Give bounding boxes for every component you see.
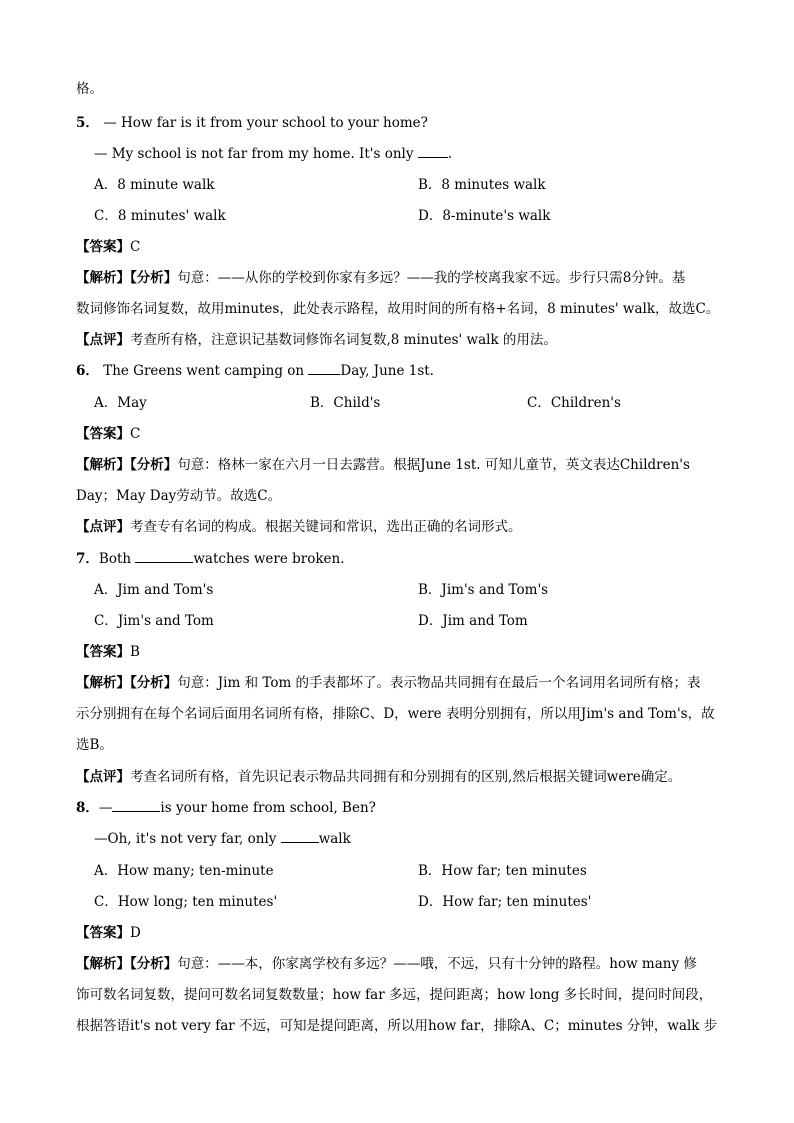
analysis-text: 句意：Jim 和 Tom 的手表都坏了。表示物品共同拥有在最后一个名词用名词所有格；表 (177, 675, 701, 691)
question-8-option-b: B．How far; ten minutes (418, 863, 587, 879)
answer-value: C (130, 239, 141, 255)
question-6-line1 (76, 362, 434, 381)
question-7-option-b: B．Jim's and Tom's (418, 582, 549, 598)
question-7-comment (76, 768, 681, 787)
question-6-stem-end: Day, June 1st. (340, 363, 434, 379)
comment-text: 考查名词所有格，首先识记表示物品共同拥有和分别拥有的区别,然后根据关键词were确定。 (130, 769, 682, 785)
answer-label: 【答案】 (76, 239, 130, 255)
question-5-comment (76, 331, 557, 350)
comment-label: 【点评】 (76, 519, 130, 535)
question-6-analysis-line2: Day；May Day劳动节。故选C。 (76, 488, 282, 504)
question-6-analysis-line1 (76, 456, 690, 475)
question-8-line2 (94, 830, 351, 849)
question-8-number: 8． (76, 800, 99, 816)
question-5-number: 5． (76, 115, 99, 131)
answer-label: 【答案】 (76, 426, 130, 442)
question-5-option-c: C．8 minutes' walk (94, 208, 226, 224)
comment-label: 【点评】 (76, 332, 130, 348)
question-8-line2-text: —Oh, it's not very far, only (94, 831, 281, 847)
question-5-stem: — How far is it from your school to your home? (103, 115, 428, 131)
question-8-option-d: D．How far; ten minutes' (418, 894, 592, 910)
text-fragment: 格。 (76, 81, 103, 97)
question-5-option-b: B．8 minutes walk (418, 177, 546, 193)
question-7-option-d: D．Jim and Tom (418, 613, 528, 629)
question-7-analysis-line1 (76, 674, 701, 693)
answer-blank (308, 363, 340, 375)
question-8-line1 (76, 799, 376, 818)
question-7-option-a: A．Jim and Tom's (94, 582, 214, 598)
analysis-label: 【解析】【分析】 (76, 457, 178, 473)
question-6-option-c: C．Children's (527, 395, 621, 411)
question-6-stem: The Greens went camping on (98, 363, 309, 379)
question-7-stem: Both (98, 551, 136, 567)
answer-value: D (130, 925, 141, 941)
question-5-answer (76, 238, 140, 257)
analysis-label: 【解析】【分析】 (76, 270, 178, 286)
question-8-answer (76, 924, 141, 943)
analysis-text: 句意：格林一家在六月一日去露营。根据June 1st. 可知儿童节，英文表达Children's (177, 457, 690, 473)
question-7-number: 7． (76, 551, 99, 567)
question-5-line1 (76, 114, 428, 133)
answer-blank (112, 800, 160, 812)
analysis-label: 【解析】【分析】 (76, 675, 178, 691)
analysis-label: 【解析】【分析】 (76, 956, 178, 972)
question-7-option-c: C．Jim's and Tom (94, 613, 214, 629)
answer-value: B (130, 644, 140, 660)
question-8-analysis-line1 (76, 955, 697, 974)
question-7-analysis-line3: 选B。 (76, 737, 113, 753)
answer-label: 【答案】 (76, 925, 130, 941)
question-5-option-a: A．8 minute walk (94, 177, 215, 193)
question-5-line2-end: . (447, 146, 453, 162)
comment-text: 考查所有格，注意识记基数词修饰名词复数,8 minutes' walk 的用法。 (130, 332, 557, 348)
question-6-option-a: A．May (94, 395, 147, 411)
question-8-line2-end: walk (318, 831, 351, 847)
question-8-option-c: C．How long; ten minutes' (94, 894, 278, 910)
answer-blank (281, 831, 319, 843)
question-8-analysis-line2: 饰可数名词复数，提问可数名词复数数量；how far 多远，提问距离；how long 多长时间，提问时间段， (76, 987, 713, 1003)
comment-text: 考查专有名词的构成。根据关键词和常识，选出正确的名词形式。 (130, 519, 522, 535)
question-8-dash: — (98, 800, 113, 816)
question-5-analysis-line2: 数词修饰名词复数，故用minutes，此处表示路程，故用时间的所有格+名词，8 minutes' walk，故选C。 (76, 301, 720, 317)
question-5-analysis-line1 (76, 269, 685, 288)
question-6-answer (76, 425, 140, 444)
comment-label: 【点评】 (76, 769, 130, 785)
question-5-line2-text: — My school is not far from my home. It's only (94, 146, 418, 162)
question-6-number: 6． (76, 363, 99, 379)
question-8-stem: is your home from school, Ben? (160, 800, 376, 816)
question-7-analysis-line2: 示分别拥有在每个名词后面用名词所有格，排除C、D，were 表明分别拥有，所以用Jim's and Tom's，故 (76, 706, 715, 722)
answer-blank (135, 551, 193, 563)
question-5-line2 (94, 145, 452, 164)
question-5-option-d: D．8-minute's walk (418, 208, 551, 224)
question-6-comment (76, 518, 522, 537)
question-7-answer (76, 643, 140, 662)
analysis-text: 句意：——从你的学校到你家有多远？——我的学校离我家不远。步行只需8分钟。基 (177, 270, 686, 286)
answer-value: C (130, 426, 141, 442)
question-8-analysis-line3: 根据答语it's not very far 不远，可知是提问距离，所以用how far，排除A、C；minutes 分钟，walk 步 (76, 1018, 718, 1034)
question-7-stem-end: watches were broken. (193, 551, 345, 567)
answer-blank (418, 146, 448, 158)
question-8-option-a: A．How many; ten-minute (94, 863, 274, 879)
question-6-option-b: B．Child's (310, 395, 381, 411)
answer-label: 【答案】 (76, 644, 130, 660)
analysis-text: 句意：——本，你家离学校有多远？——哦，不远，只有十分钟的路程。how many 修 (177, 956, 697, 972)
question-7-line1 (76, 550, 345, 569)
